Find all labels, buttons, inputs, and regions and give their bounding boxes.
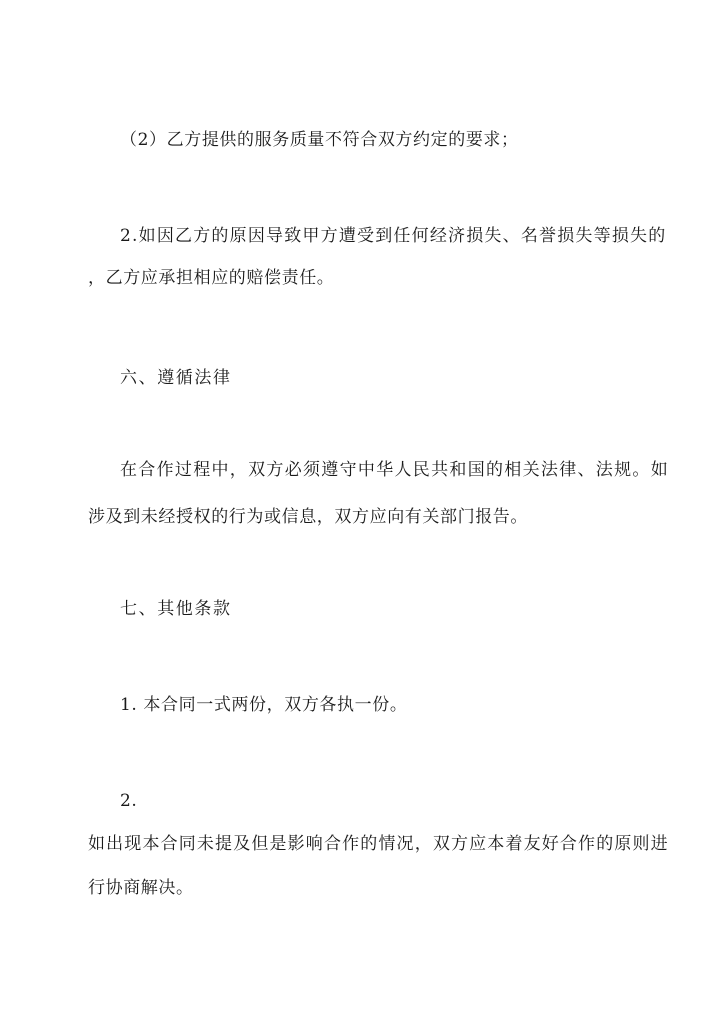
clause-compensation-line-1: 2.如因乙方的原因导致甲方遭受到任何经济损失、名誉损失等损失的 (120, 226, 667, 246)
law-paragraph-line-2: 涉及到未经授权的行为或信息，双方应向有关部门报告。 (88, 507, 528, 527)
law-paragraph-line-1: 在合作过程中，双方必须遵守中华人民共和国的相关法律、法规。如 (120, 460, 669, 480)
other-clause-2-line-2: 行协商解决。 (88, 878, 194, 898)
clause-item-service-quality: （2）乙方提供的服务质量不符合双方约定的要求； (120, 130, 519, 150)
other-clause-2-number: 2. (120, 791, 138, 811)
section-heading-other: 七、其他条款 (120, 599, 232, 619)
section-heading-law: 六、遵循法律 (120, 368, 232, 388)
clause-compensation-line-2: ，乙方应承担相应的赔偿责任。 (88, 268, 335, 288)
other-clause-1: 1. 本合同一式两份，双方各执一份。 (120, 695, 408, 715)
other-clause-2-line-1: 如出现本合同未提及但是影响合作的情况，双方应本着友好合作的原则进 (88, 834, 669, 854)
